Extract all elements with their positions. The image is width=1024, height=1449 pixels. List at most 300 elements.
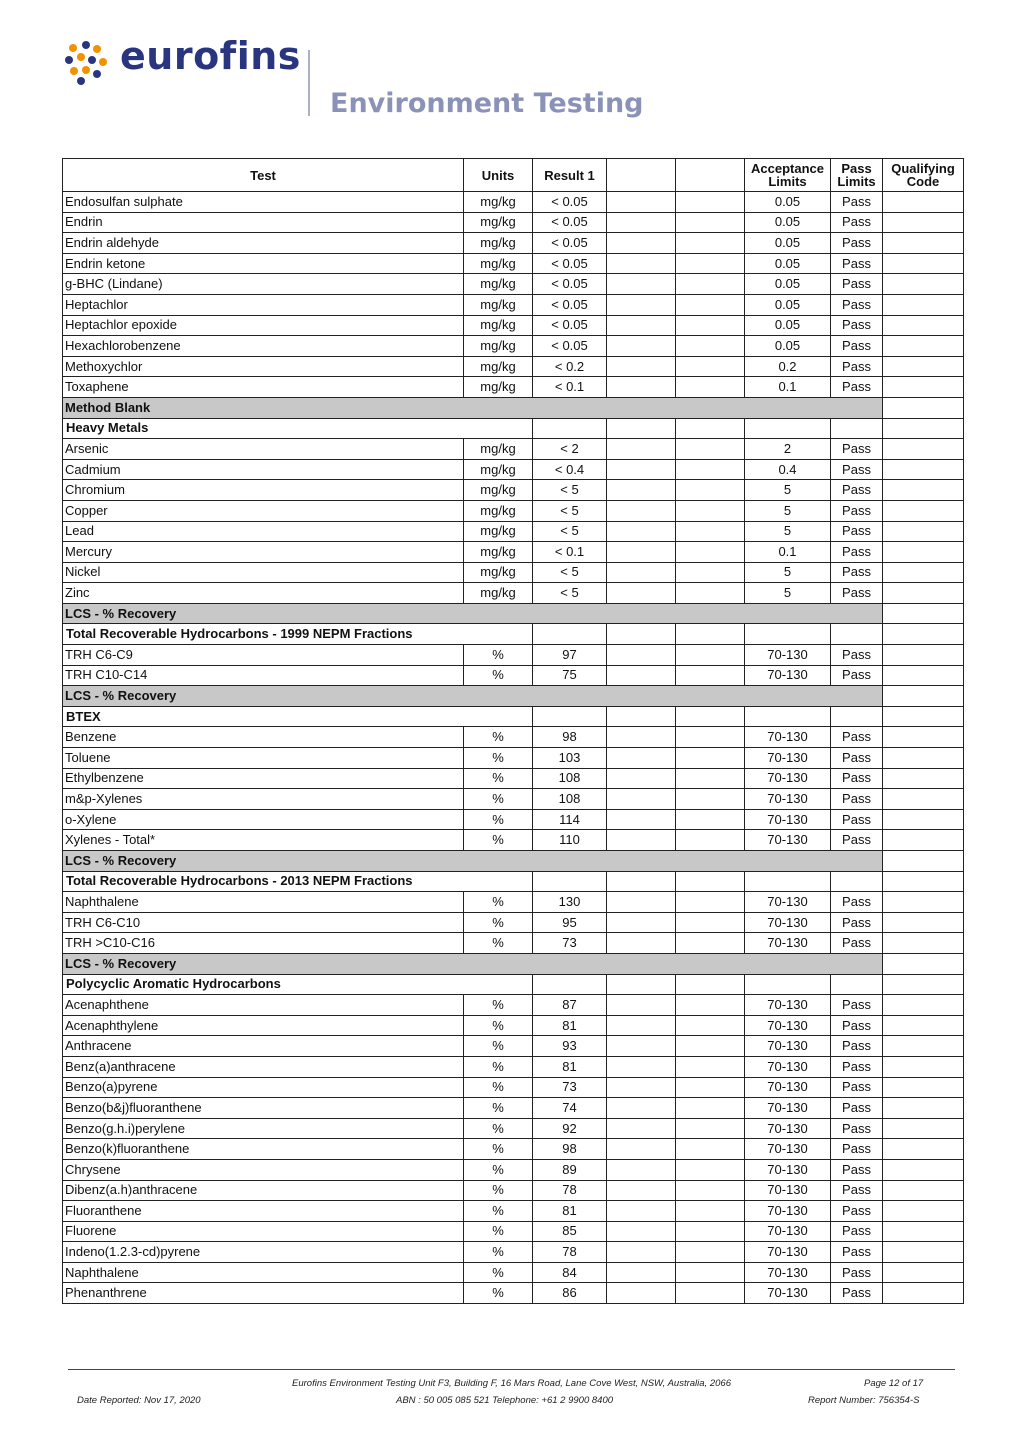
units-cell: % [464,933,533,954]
result-cell: < 0.05 [533,212,607,233]
pass-limits-cell: Pass [831,377,883,398]
empty-cell [676,645,745,666]
empty-cell [676,1139,745,1160]
table-row [63,253,964,274]
table-row [63,1056,964,1077]
qualifying-code-cell [883,789,964,810]
table-row [63,356,964,377]
qualifying-code-cell [883,1015,964,1036]
table-row [63,439,964,460]
table-row [63,995,964,1016]
table-header-row [63,159,964,192]
col-test: Test [63,159,464,192]
test-name-cell: Hexachlorobenzene [63,336,464,357]
result-cell: 81 [533,1201,607,1222]
acceptance-limits-cell: 70-130 [745,809,831,830]
pass-limits-cell: Pass [831,459,883,480]
table-row [63,748,964,769]
acceptance-limits-cell: 0.05 [745,274,831,295]
test-name-cell: Toxaphene [63,377,464,398]
pass-limits-cell: Pass [831,583,883,604]
pass-limits-cell: Pass [831,192,883,213]
units-cell: mg/kg [464,274,533,295]
empty-cell [676,480,745,501]
empty-cell [607,439,676,460]
test-name-cell: Benzene [63,727,464,748]
result-cell: < 0.1 [533,377,607,398]
result-cell: 103 [533,748,607,769]
empty-cell [676,665,745,686]
units-cell: % [464,1077,533,1098]
units-cell: % [464,995,533,1016]
table-row [63,1283,964,1304]
empty-cell [676,809,745,830]
qualifying-code-cell [883,542,964,563]
empty-cell [607,274,676,295]
empty-cell [883,974,964,995]
table-row [63,665,964,686]
empty-cell [607,1036,676,1057]
result-cell: 74 [533,1098,607,1119]
units-cell: % [464,727,533,748]
pass-limits-cell: Pass [831,562,883,583]
empty-cell [607,294,676,315]
empty-cell [607,727,676,748]
result-cell: < 0.05 [533,315,607,336]
pass-limits-cell: Pass [831,1036,883,1057]
units-cell: % [464,748,533,769]
empty-cell [607,542,676,563]
qualifying-code-cell [883,1036,964,1057]
eurofins-logo [64,34,304,90]
qualifying-code-cell [883,336,964,357]
subsection-row [63,974,964,995]
test-name-cell: Benzo(g.h.i)perylene [63,1118,464,1139]
test-name-cell: Mercury [63,542,464,563]
pass-limits-cell: Pass [831,1201,883,1222]
empty-cell [676,727,745,748]
qualifying-code-cell [883,397,964,418]
acceptance-limits-cell: 5 [745,583,831,604]
acceptance-limits-cell: 0.1 [745,542,831,563]
empty-cell [676,789,745,810]
footer-address: Eurofins Environment Testing Unit F3, Building F, 16 Mars Road, Lane Cove West, NSW, Australia, 2066 [292,1378,731,1389]
qualifying-code-cell [883,1139,964,1160]
empty-cell [607,624,676,645]
test-name-cell: o-Xylene [63,809,464,830]
result-cell: < 0.05 [533,336,607,357]
acceptance-limits-cell: 70-130 [745,665,831,686]
empty-cell [676,192,745,213]
table-row [63,1221,964,1242]
test-name-cell: Ethylbenzene [63,768,464,789]
subsection-label: Total Recoverable Hydrocarbons - 1999 NEPM Fractions [63,624,533,645]
empty-cell [883,706,964,727]
qualifying-code-cell [883,995,964,1016]
empty-cell [607,583,676,604]
qualifying-code-cell [883,583,964,604]
pass-limits-cell: Pass [831,480,883,501]
result-cell: 87 [533,995,607,1016]
pass-limits-cell: Pass [831,1077,883,1098]
units-cell: mg/kg [464,562,533,583]
empty-cell [607,233,676,254]
qualifying-code-cell [883,500,964,521]
units-cell: % [464,892,533,913]
empty-cell [607,336,676,357]
table-row [63,233,964,254]
qualifying-code-cell [883,1180,964,1201]
empty-cell [676,583,745,604]
test-name-cell: Acenaphthylene [63,1015,464,1036]
footer-report-number: Report Number: 756354-S [808,1395,920,1406]
qualifying-code-cell [883,748,964,769]
qualifying-code-cell [883,1201,964,1222]
pass-limits-cell: Pass [831,1056,883,1077]
qualifying-code-cell [883,1221,964,1242]
test-name-cell: Benzo(b&j)fluoranthene [63,1098,464,1119]
qualifying-code-cell [883,603,964,624]
empty-cell [831,974,883,995]
pass-limits-cell: Pass [831,1283,883,1304]
pass-limits-cell: Pass [831,748,883,769]
qualifying-code-cell [883,439,964,460]
table-row [63,1036,964,1057]
empty-cell [676,830,745,851]
qualifying-code-cell [883,480,964,501]
qualifying-code-cell [883,851,964,872]
test-name-cell: Cadmium [63,459,464,480]
qualifying-code-cell [883,1056,964,1077]
test-name-cell: TRH >C10-C16 [63,933,464,954]
empty-cell [607,1201,676,1222]
pass-limits-cell: Pass [831,500,883,521]
result-cell: 73 [533,933,607,954]
empty-cell [883,624,964,645]
test-name-cell: Toluene [63,748,464,769]
test-name-cell: Heptachlor epoxide [63,315,464,336]
empty-cell [607,789,676,810]
acceptance-limits-cell: 5 [745,500,831,521]
pass-limits-cell: Pass [831,809,883,830]
acceptance-limits-cell: 70-130 [745,995,831,1016]
result-cell: 108 [533,768,607,789]
pass-limits-cell: Pass [831,1098,883,1119]
pass-limits-cell: Pass [831,995,883,1016]
empty-cell [607,1015,676,1036]
result-cell: < 0.05 [533,274,607,295]
test-name-cell: Naphthalene [63,892,464,913]
empty-cell [883,418,964,439]
acceptance-limits-cell: 70-130 [745,1283,831,1304]
test-name-cell: Methoxychlor [63,356,464,377]
units-cell: % [464,1201,533,1222]
result-cell: < 0.05 [533,253,607,274]
empty-cell [676,377,745,398]
qualifying-code-cell [883,1242,964,1263]
qualifying-code-cell [883,1077,964,1098]
empty-cell [607,1118,676,1139]
pass-limits-cell: Pass [831,933,883,954]
test-name-cell: Fluorene [63,1221,464,1242]
test-name-cell: Lead [63,521,464,542]
units-cell: % [464,768,533,789]
test-name-cell: Endrin aldehyde [63,233,464,254]
quality-control-table [62,158,964,1304]
acceptance-limits-cell: 70-130 [745,1201,831,1222]
empty-cell [676,995,745,1016]
empty-cell [607,253,676,274]
empty-cell [533,418,607,439]
pass-limits-cell: Pass [831,768,883,789]
pass-limits-cell: Pass [831,1159,883,1180]
acceptance-limits-cell: 0.1 [745,377,831,398]
qualifying-code-cell [883,233,964,254]
empty-cell [533,871,607,892]
empty-cell [607,892,676,913]
table-row [63,1201,964,1222]
qualifying-code-cell [883,356,964,377]
units-cell: % [464,1139,533,1160]
acceptance-limits-cell: 70-130 [745,727,831,748]
acceptance-limits-cell: 70-130 [745,912,831,933]
empty-cell [607,315,676,336]
pass-limits-cell: Pass [831,830,883,851]
acceptance-limits-cell: 0.05 [745,315,831,336]
acceptance-limits-cell: 0.05 [745,253,831,274]
empty-cell [745,706,831,727]
result-cell: 110 [533,830,607,851]
qualifying-code-cell [883,1118,964,1139]
test-name-cell: Heptachlor [63,294,464,315]
table-row [63,809,964,830]
units-cell: % [464,1180,533,1201]
units-cell: % [464,830,533,851]
pass-limits-cell: Pass [831,542,883,563]
pass-limits-cell: Pass [831,1242,883,1263]
empty-cell [607,562,676,583]
units-cell: % [464,1262,533,1283]
result-cell: < 0.05 [533,192,607,213]
acceptance-limits-cell: 70-130 [745,789,831,810]
empty-cell [607,665,676,686]
result-cell: < 5 [533,500,607,521]
empty-cell [745,974,831,995]
empty-cell [676,1118,745,1139]
pass-limits-cell: Pass [831,1180,883,1201]
empty-cell [676,418,745,439]
subsection-row [63,418,964,439]
pass-limits-cell: Pass [831,1262,883,1283]
units-cell: mg/kg [464,336,533,357]
empty-cell [607,356,676,377]
empty-cell [676,500,745,521]
empty-cell [676,439,745,460]
qualifying-code-cell [883,665,964,686]
empty-cell [676,912,745,933]
result-cell: < 5 [533,480,607,501]
table-row [63,521,964,542]
pass-limits-cell: Pass [831,212,883,233]
empty-cell [607,1221,676,1242]
empty-cell [607,377,676,398]
table-row [63,912,964,933]
acceptance-limits-cell: 0.4 [745,459,831,480]
acceptance-limits-cell: 5 [745,562,831,583]
test-name-cell: Copper [63,500,464,521]
qualifying-code-cell [883,892,964,913]
empty-cell [676,253,745,274]
empty-cell [607,1139,676,1160]
qualifying-code-cell [883,645,964,666]
pass-limits-cell: Pass [831,727,883,748]
result-cell: < 5 [533,521,607,542]
table-row [63,1262,964,1283]
col-blank-2 [676,159,745,192]
test-name-cell: Endrin [63,212,464,233]
test-name-cell: Chrysene [63,1159,464,1180]
col-qualifying-code: Qualifying Code [883,159,964,192]
test-name-cell: Benzo(k)fluoranthene [63,1139,464,1160]
acceptance-limits-cell: 70-130 [745,1077,831,1098]
empty-cell [676,1015,745,1036]
empty-cell [607,995,676,1016]
table-row [63,583,964,604]
empty-cell [533,624,607,645]
acceptance-limits-cell: 0.05 [745,212,831,233]
acceptance-limits-cell: 70-130 [745,1015,831,1036]
acceptance-limits-cell: 0.05 [745,336,831,357]
empty-cell [676,768,745,789]
result-cell: 78 [533,1180,607,1201]
empty-cell [676,459,745,480]
col-blank-1 [607,159,676,192]
table-row [63,459,964,480]
units-cell: mg/kg [464,583,533,604]
empty-cell [607,871,676,892]
units-cell: mg/kg [464,439,533,460]
result-cell: 89 [533,1159,607,1180]
empty-cell [831,706,883,727]
table-row [63,1242,964,1263]
empty-cell [607,500,676,521]
table-row [63,212,964,233]
empty-cell [676,212,745,233]
units-cell: % [464,1242,533,1263]
subsection-label: BTEX [63,706,533,727]
result-cell: 92 [533,1118,607,1139]
empty-cell [676,1242,745,1263]
empty-cell [676,356,745,377]
units-cell: mg/kg [464,356,533,377]
acceptance-limits-cell: 5 [745,521,831,542]
empty-cell [676,748,745,769]
empty-cell [676,521,745,542]
table-row [63,830,964,851]
units-cell: mg/kg [464,192,533,213]
table-row [63,933,964,954]
pass-limits-cell: Pass [831,1139,883,1160]
footer-abn-phone: ABN : 50 005 085 521 Telephone: +61 2 9900 8400 [396,1395,614,1406]
col-acceptance-limits: Acceptance Limits [745,159,831,192]
eurofins-dots-icon [64,40,112,86]
section-band-label: LCS - % Recovery [63,851,883,872]
table-row [63,892,964,913]
pass-limits-cell: Pass [831,439,883,460]
col-pass-limits: Pass Limits [831,159,883,192]
acceptance-limits-cell: 70-130 [745,830,831,851]
result-cell: 97 [533,645,607,666]
pass-limits-cell: Pass [831,1221,883,1242]
result-cell: < 0.05 [533,294,607,315]
table-row [63,377,964,398]
col-result-1: Result 1 [533,159,607,192]
qualifying-code-cell [883,459,964,480]
section-band-row [63,686,964,707]
table-row [63,192,964,213]
acceptance-limits-cell: 70-130 [745,892,831,913]
brand-name: eurofins [120,34,301,78]
empty-cell [676,1077,745,1098]
pass-limits-cell: Pass [831,233,883,254]
table-row [63,1098,964,1119]
pass-limits-cell: Pass [831,315,883,336]
test-name-cell: Indeno(1.2.3-cd)pyrene [63,1242,464,1263]
table-row [63,562,964,583]
result-cell: 86 [533,1283,607,1304]
test-name-cell: Xylenes - Total* [63,830,464,851]
units-cell: mg/kg [464,500,533,521]
subsection-label: Heavy Metals [63,418,533,439]
empty-cell [676,1056,745,1077]
empty-cell [607,809,676,830]
qualifying-code-cell [883,521,964,542]
result-cell: 84 [533,1262,607,1283]
qualifying-code-cell [883,377,964,398]
empty-cell [676,1262,745,1283]
acceptance-limits-cell: 70-130 [745,1139,831,1160]
empty-cell [676,624,745,645]
units-cell: mg/kg [464,294,533,315]
table-row [63,727,964,748]
empty-cell [745,418,831,439]
footer-divider [68,1369,955,1370]
empty-cell [676,974,745,995]
acceptance-limits-cell: 0.05 [745,192,831,213]
qualifying-code-cell [883,1159,964,1180]
acceptance-limits-cell: 70-130 [745,933,831,954]
section-band-label: LCS - % Recovery [63,603,883,624]
pass-limits-cell: Pass [831,294,883,315]
empty-cell [607,1098,676,1119]
empty-cell [607,1077,676,1098]
result-cell: 98 [533,1139,607,1160]
empty-cell [607,748,676,769]
units-cell: % [464,912,533,933]
table-row [63,500,964,521]
test-name-cell: Arsenic [63,439,464,460]
acceptance-limits-cell: 70-130 [745,1159,831,1180]
units-cell: % [464,1098,533,1119]
empty-cell [831,624,883,645]
result-cell: < 0.2 [533,356,607,377]
units-cell: % [464,1056,533,1077]
section-band-row [63,953,964,974]
units-cell: mg/kg [464,377,533,398]
qualifying-code-cell [883,274,964,295]
empty-cell [607,830,676,851]
subsection-row [63,624,964,645]
